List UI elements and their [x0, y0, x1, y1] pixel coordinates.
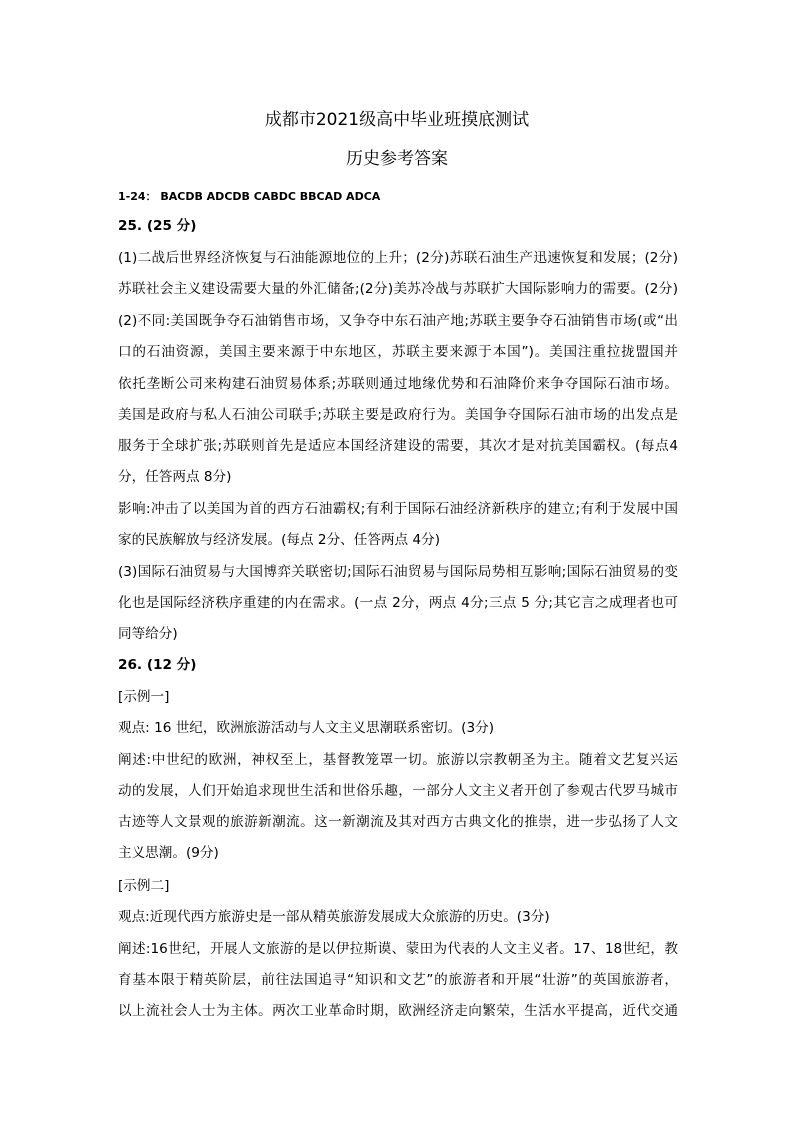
answer-line: 苏联社会主义建设需要大量的外汇储备;(2分)美苏冷战与苏联扩大国际影响力的需要。(2分) [118, 281, 678, 297]
answer-line: (1)二战后世界经济恢复与石油能源地位的上升；(2分)苏联石油生产迅速恢复和发展；(2分) [118, 250, 678, 266]
document-subtitle: 历史参考答案 [346, 149, 448, 169]
answer-line: 观点: 16 世纪，欧洲旅游活动与人文主义思潮联系密切。(3分) [118, 720, 495, 736]
answer-line: 分，任答两点 8分) [118, 469, 232, 485]
answer-line: 依托垄断公司来构建石油贸易体系;苏联则通过地缘优势和石油降价来争夺国际石油市场。 [118, 376, 678, 392]
answer-line: 影响:冲击了以美国为首的西方石油霸权;有利于国际石油经济新秩序的建立;有利于发展中国 [118, 501, 678, 517]
question-26-heading: 26. (12 分) [118, 657, 197, 673]
answer-line: 美国是政府与私人石油公司联手;苏联主要是政府行为。美国争夺国际石油市场的出发点是 [118, 407, 678, 423]
answer-line: 古迹等人文景观的旅游新潮流。这一新潮流及其对西方古典文化的推崇，进一步弘扬了人文 [118, 814, 678, 830]
answer-line: 阐述:中世纪的欧洲，神权至上，基督教笼罩一切。旅游以宗教朝圣为主。随着文艺复兴运 [118, 752, 678, 768]
answer-line: 主义思潮。(9分) [118, 845, 219, 861]
choice-answers: 1-24： BACDB ADCDB CABDC BBCAD ADCA [118, 190, 381, 203]
example-2-heading: [示例二] [118, 878, 170, 894]
answer-line: 观点:近现代西方旅游史是一部从精英旅游发展成大众旅游的历史。(3分) [118, 909, 550, 925]
document-title: 成都市2021级高中毕业班摸底测试 [264, 110, 530, 130]
answer-line: 阐述:16世纪，开展人文旅游的是以伊拉斯谟、蒙田为代表的人文主义者。17、18世纪，教 [118, 941, 678, 957]
answer-line: 同等给分) [118, 626, 178, 642]
answer-line: 动的发展，人们开始追求现世生活和世俗乐趣，一部分人文主义者开创了参观古代罗马城市 [118, 783, 678, 799]
answer-line: 口的石油资源，美国主要来源于中东地区，苏联主要来源于本国”)。美国注重拉拢盟国并 [118, 344, 678, 360]
example-1-heading: [示例一] [118, 689, 170, 705]
question-25-heading: 25. (25 分) [118, 218, 197, 234]
answer-line: (3)国际石油贸易与大国博弈关联密切;国际石油贸易与国际局势相互影响;国际石油贸易的变 [118, 564, 678, 580]
answer-line: 服务于全球扩张;苏联则首先是适应本国经济建设的需要，其次才是对抗美国霸权。(每点4 [118, 438, 678, 454]
answer-line: 家的民族解放与经济发展。(每点 2分、任答两点 4分) [118, 532, 441, 548]
answer-line: 以上流社会人士为主体。两次工业革命时期，欧洲经济走向繁荣，生活水平提高，近代交通 [118, 1003, 678, 1019]
answer-line: 育基本限于精英阶层，前往法国追寻“知识和文艺”的旅游者和开展“壮游”的英国旅游者， [118, 972, 678, 988]
answer-line: (2)不同:美国既争夺石油销售市场，又争夺中东石油产地;苏联主要争夺石油销售市场(或“出 [118, 313, 678, 329]
answer-line: 化也是国际经济秩序重建的内在需求。(一点 2分，两点 4分;三点 5 分;其它言之成理者也可 [118, 595, 678, 611]
